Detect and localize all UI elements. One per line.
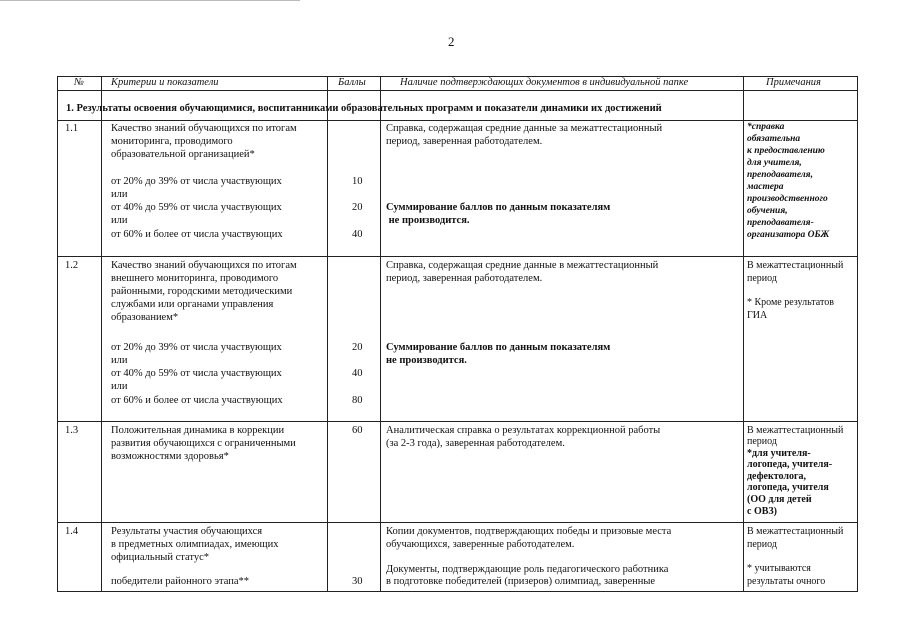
note-text-bold: (ОО для детей (747, 494, 812, 505)
col-divider (380, 76, 381, 592)
note-text-bold: с ОВЗ) (747, 506, 777, 517)
page-number: 2 (448, 34, 455, 49)
document-text: Документы, подтверждающие роль педагогического работника (386, 564, 669, 575)
header-criteria: Критерии и показатели (111, 77, 219, 88)
note-text-bold: дефектолога, (747, 471, 807, 482)
note-text: результаты очного (747, 576, 826, 587)
document-text: период, заверенная работодателем. (386, 136, 543, 147)
note-text: преподавателя, (747, 170, 813, 180)
col-divider (101, 76, 102, 592)
criterion-text: возможностями здоровья* (111, 451, 229, 462)
note-text: к предоставлению (747, 146, 825, 156)
criterion-level: от 60% и более от числа участвующих (111, 395, 283, 406)
section-title: 1. Результаты освоения обучающимися, воспитанниками образовательных программ и показатели динамики их достижений (66, 103, 662, 114)
note-text: период (747, 539, 777, 550)
criterion-level: от 40% до 59% от числа участвующих (111, 368, 282, 379)
criterion-level: от 20% до 39% от числа участвующих (111, 176, 282, 187)
document-text: Копии документов, подтверждающих победы и призовые места (386, 526, 672, 537)
criterion-text: образовательной организацией* (111, 149, 255, 160)
note-text: * учитываются (747, 563, 811, 574)
criterion-level: от 40% до 59% от числа участвующих (111, 202, 282, 213)
criterion-text: Качество знаний обучающихся по итогам (111, 123, 297, 134)
document-note-bold: Суммирование баллов по данным показателям (386, 342, 611, 353)
criteria-table (57, 76, 858, 592)
note-text: *справка (747, 122, 785, 132)
criterion-text: официальный статус* (111, 552, 209, 563)
document-text: (за 2-3 года), заверенная работодателем. (386, 438, 565, 449)
criterion-level: победители районного этапа** (111, 576, 250, 587)
note-text: преподавателя- (747, 218, 814, 228)
criterion-text: районными, городскими методическими (111, 286, 293, 297)
table-border-right (857, 76, 858, 592)
criterion-text: Результаты участия обучающихся (111, 526, 263, 537)
criterion-level: или (111, 189, 128, 200)
document-text: Справка, содержащая средние данные за межаттестационный (386, 123, 663, 134)
points-value: 60 (352, 425, 363, 436)
table-border-bottom (57, 591, 858, 592)
document-text: обучающихся, заверенные работодателем. (386, 539, 575, 550)
points-value: 10 (352, 176, 363, 187)
row-divider (57, 90, 858, 91)
row-number: 1.1 (65, 123, 79, 134)
row-number: 1.2 (65, 260, 79, 271)
note-text: мастера (747, 182, 784, 192)
criterion-text: Положительная динамика в коррекции (111, 425, 285, 436)
criterion-level: или (111, 355, 128, 366)
header-points: Баллы (338, 77, 366, 88)
note-text: организатора ОБЖ (747, 230, 830, 240)
row-divider (57, 522, 858, 523)
header-num: № (74, 77, 84, 88)
header-documents: Наличие подтверждающих документов в индивидуальной папке (400, 77, 689, 88)
document-note-bold: не производится. (386, 355, 467, 366)
points-value: 20 (352, 342, 363, 353)
points-value: 20 (352, 202, 363, 213)
note-text: период (747, 436, 777, 447)
document-text: Справка, содержащая средние данные в межаттестационный (386, 260, 659, 271)
points-value: 80 (352, 395, 363, 406)
note-text: ГИА (747, 310, 768, 321)
criterion-text: внешнего мониторинга, проводимого (111, 273, 279, 284)
criterion-text: мониторинга, проводимого (111, 136, 233, 147)
note-text: для учителя, (747, 158, 802, 168)
criterion-level: или (111, 381, 128, 392)
points-value: 40 (352, 368, 363, 379)
criterion-text: в предметных олимпиадах, имеющих (111, 539, 279, 550)
criterion-level: от 20% до 39% от числа участвующих (111, 342, 282, 353)
points-value: 30 (352, 576, 363, 587)
criterion-text: службами или органами управления (111, 299, 274, 310)
document-note-bold: Суммирование баллов по данным показателям (386, 202, 611, 213)
document-text: период, заверенная работодателем. (386, 273, 543, 284)
note-text: В межаттестационный (747, 260, 844, 271)
criterion-level: или (111, 215, 128, 226)
criterion-text: образованием* (111, 312, 179, 323)
document-text: Аналитическая справка о результатах коррекционной работы (386, 425, 661, 436)
note-text: период (747, 273, 777, 284)
note-text: обязательна (747, 134, 801, 144)
criterion-level: от 60% и более от числа участвующих (111, 229, 283, 240)
document-note-bold: не производится. (386, 215, 470, 226)
note-text-bold: *для учителя- (747, 448, 811, 459)
document-text: в подготовке победителей (призеров) олимпиад, заверенные (386, 576, 656, 587)
note-text-bold: логопеда, учителя (747, 482, 829, 493)
criterion-text: развития обучающихся с ограниченными (111, 438, 296, 449)
row-number: 1.3 (65, 425, 79, 436)
table-border-left (57, 76, 58, 592)
note-text-bold: логопеда, учителя- (747, 459, 833, 470)
note-text: обучения, (747, 206, 788, 216)
row-divider (57, 256, 858, 257)
note-text: В межаттестационный (747, 425, 844, 436)
note-text: производственного (747, 194, 828, 204)
criterion-text: Качество знаний обучающихся по итогам (111, 260, 297, 271)
row-divider (57, 120, 858, 121)
note-text: В межаттестационный (747, 526, 844, 537)
row-number: 1.4 (65, 526, 79, 537)
col-divider (743, 76, 744, 592)
points-value: 40 (352, 229, 363, 240)
top-edge-line (0, 0, 300, 1)
header-notes: Примечания (766, 77, 821, 88)
row-divider (57, 421, 858, 422)
col-divider (327, 76, 328, 592)
note-text: * Кроме результатов (747, 297, 834, 308)
